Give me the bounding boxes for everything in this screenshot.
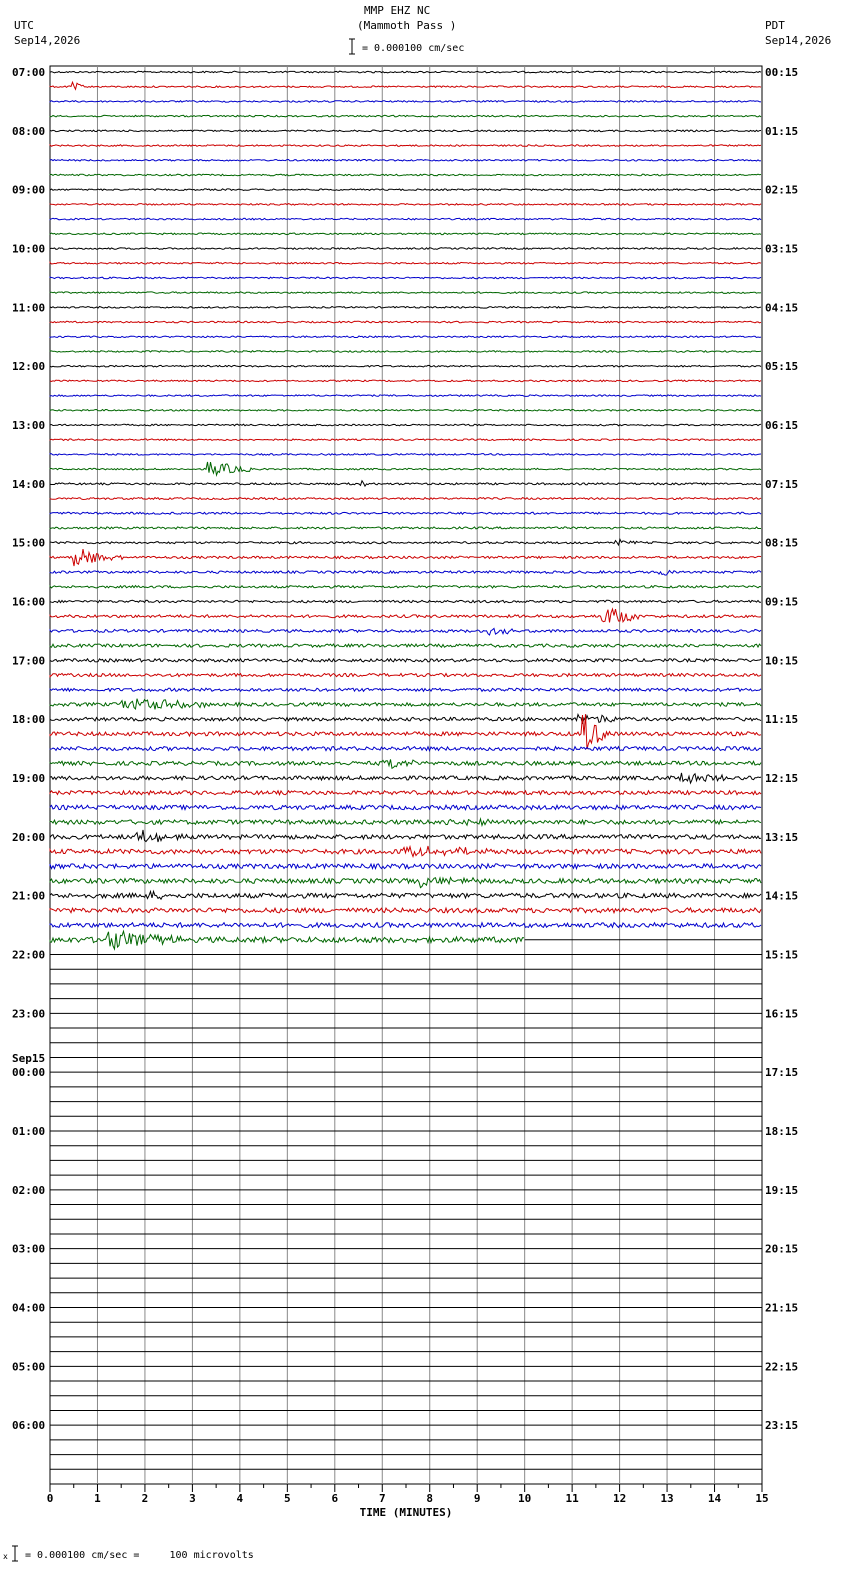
right-hour-label: 10:15: [765, 654, 799, 668]
seismic-trace: [50, 454, 761, 456]
left-hour-label: 02:00: [12, 1183, 46, 1197]
seismic-trace: [50, 351, 761, 353]
left-hour-label: 21:00: [12, 889, 46, 903]
x-tick-label: 10: [518, 1492, 532, 1505]
seismic-trace: [50, 145, 761, 147]
left-hour-label: 00:00: [12, 1066, 46, 1080]
x-tick-label: 5: [284, 1492, 291, 1505]
right-hour-label: 06:15: [765, 419, 799, 432]
site-title: (Mammoth Pass ): [357, 19, 457, 32]
left-hour-label: 22:00: [12, 948, 46, 962]
seismic-trace: [50, 609, 761, 622]
right-hour-label: 00:15: [765, 66, 799, 79]
right-hour-label: 19:15: [765, 1183, 799, 1197]
seismic-trace: [50, 439, 761, 441]
seismic-trace: [50, 189, 761, 191]
x-tick-label: 13: [660, 1492, 674, 1505]
seismic-trace: [50, 571, 761, 576]
right-hour-label: 13:15: [765, 830, 799, 844]
station-title: MMP EHZ NC: [364, 4, 431, 17]
seismic-trace: [50, 747, 761, 751]
x-tick-label: 15: [755, 1492, 769, 1505]
seismic-trace: [50, 600, 761, 602]
x-tick-label: 8: [426, 1492, 434, 1505]
seismic-trace: [50, 160, 761, 162]
date-change-label: Sep15: [12, 1052, 46, 1066]
right-hour-label: 15:15: [765, 948, 799, 962]
right-hour-label: 23:15: [765, 1419, 799, 1433]
right-hour-label: 07:15: [765, 477, 799, 491]
seismic-trace: [50, 321, 761, 323]
seismic-trace: [50, 830, 761, 842]
svg-text:x: x: [3, 1552, 8, 1561]
seismic-trace: [50, 233, 761, 235]
left-hour-label: 06:00: [12, 1419, 46, 1433]
seismic-trace: [50, 115, 761, 117]
seismic-trace: [50, 498, 761, 500]
x-tick-label: 7: [378, 1492, 386, 1505]
x-tick-label: 14: [707, 1492, 722, 1505]
left-hour-label: 01:00: [12, 1125, 46, 1138]
plot-frame: [50, 66, 762, 1484]
left-hour-label: 07:00: [12, 66, 46, 79]
seismic-trace: [50, 659, 761, 662]
seismic-trace: [50, 71, 761, 73]
right-hour-label: 08:15: [765, 536, 799, 550]
left-timezone: UTC: [14, 19, 34, 32]
left-hour-label: 03:00: [12, 1242, 46, 1256]
left-hour-label: 23:00: [12, 1007, 46, 1021]
left-hour-label: 04:00: [12, 1301, 46, 1315]
x-tick-label: 4: [236, 1492, 244, 1505]
seismic-trace: [50, 908, 761, 913]
seismic-trace: [50, 292, 761, 294]
x-tick-label: 2: [141, 1492, 149, 1505]
seismic-trace: [50, 395, 761, 397]
x-tick-label: 9: [473, 1492, 481, 1505]
seismic-trace: [50, 819, 761, 825]
seismic-trace: [50, 101, 761, 103]
seismic-trace: [50, 218, 761, 220]
seismic-trace: [50, 262, 761, 264]
x-tick-label: 12: [612, 1492, 627, 1505]
seismic-trace: [50, 923, 761, 928]
right-hour-label: 22:15: [765, 1360, 799, 1374]
seismic-trace: [50, 628, 761, 635]
right-hour-label: 14:15: [765, 889, 799, 903]
seismic-trace: [50, 336, 761, 338]
seismic-trace: [50, 527, 761, 529]
left-hour-label: 20:00: [12, 830, 46, 844]
seismic-trace: [50, 805, 761, 810]
scale-label: = 0.000100 cm/sec: [362, 43, 465, 54]
left-hour-label: 09:00: [12, 183, 46, 197]
seismic-trace: [50, 586, 761, 588]
scale-bar-icon: [3, 39, 355, 1561]
footer-scale-note: = 0.000100 cm/sec = 100 microvolts: [25, 1550, 254, 1561]
seismic-trace: [50, 864, 761, 869]
left-hour-label: 12:00: [12, 360, 46, 374]
seismic-trace: [50, 791, 761, 795]
x-tick-label: 11: [565, 1492, 579, 1505]
x-tick-label: 1: [94, 1492, 101, 1505]
right-hour-label: 05:15: [765, 360, 799, 374]
right-hour-label: 20:15: [765, 1242, 799, 1256]
seismic-trace: [50, 277, 761, 279]
left-hour-label: 15:00: [12, 536, 46, 550]
left-hour-label: 13:00: [12, 419, 46, 432]
seismic-trace: [50, 846, 761, 857]
x-tick-label: 0: [46, 1492, 54, 1505]
seismic-trace: [50, 673, 761, 676]
x-tick-label: 6: [331, 1492, 339, 1505]
seismic-trace: [50, 174, 761, 176]
left-hour-label: 16:00: [12, 595, 46, 609]
seismic-trace: [50, 878, 761, 888]
right-hour-label: 04:15: [765, 301, 799, 315]
seismic-trace: [50, 512, 761, 514]
left-hour-label: 08:00: [12, 124, 46, 138]
left-hour-label: 10:00: [12, 242, 46, 256]
seismic-trace: [50, 699, 761, 710]
left-hour-label: 05:00: [12, 1360, 46, 1374]
left-date: Sep14,2026: [14, 34, 81, 47]
right-hour-label: 21:15: [765, 1301, 799, 1315]
seismic-trace: [50, 248, 761, 250]
seismic-trace: [50, 462, 761, 475]
seismic-trace: [50, 424, 761, 426]
seismic-trace: [50, 130, 761, 132]
right-hour-label: 03:15: [765, 242, 799, 256]
seismic-trace: [50, 891, 761, 899]
seismic-trace: [50, 688, 761, 691]
seismic-trace: [50, 644, 761, 647]
right-hour-label: 12:15: [765, 772, 799, 785]
x-tick-label: 3: [189, 1492, 196, 1505]
right-hour-label: 17:15: [765, 1066, 799, 1080]
right-hour-label: 09:15: [765, 595, 799, 609]
right-date: Sep14,2026: [765, 34, 832, 47]
seismic-trace: [50, 773, 761, 783]
right-hour-label: 16:15: [765, 1007, 799, 1021]
seismic-trace: [50, 365, 761, 367]
seismic-trace: [50, 307, 761, 309]
seismic-trace: [50, 481, 761, 486]
left-hour-label: 14:00: [12, 477, 46, 491]
right-hour-label: 01:15: [765, 124, 799, 138]
seismic-trace: [50, 759, 761, 768]
left-hour-label: 17:00: [12, 654, 46, 668]
right-timezone: PDT: [765, 19, 785, 32]
seismic-trace: [50, 82, 761, 89]
left-hour-label: 11:00: [12, 301, 46, 315]
left-hour-label: 19:00: [12, 772, 46, 785]
seismic-trace: [50, 410, 761, 412]
seismic-trace: [50, 539, 761, 545]
right-hour-label: 18:15: [765, 1125, 799, 1138]
right-hour-label: 11:15: [765, 713, 799, 727]
seismic-trace: [50, 715, 761, 724]
seismic-trace: [50, 204, 761, 206]
x-axis-title: TIME (MINUTES): [359, 1506, 453, 1519]
right-hour-label: 02:15: [765, 183, 799, 197]
seismic-trace: [50, 380, 761, 382]
left-hour-label: 18:00: [12, 713, 46, 727]
seismic-trace: [50, 549, 761, 566]
